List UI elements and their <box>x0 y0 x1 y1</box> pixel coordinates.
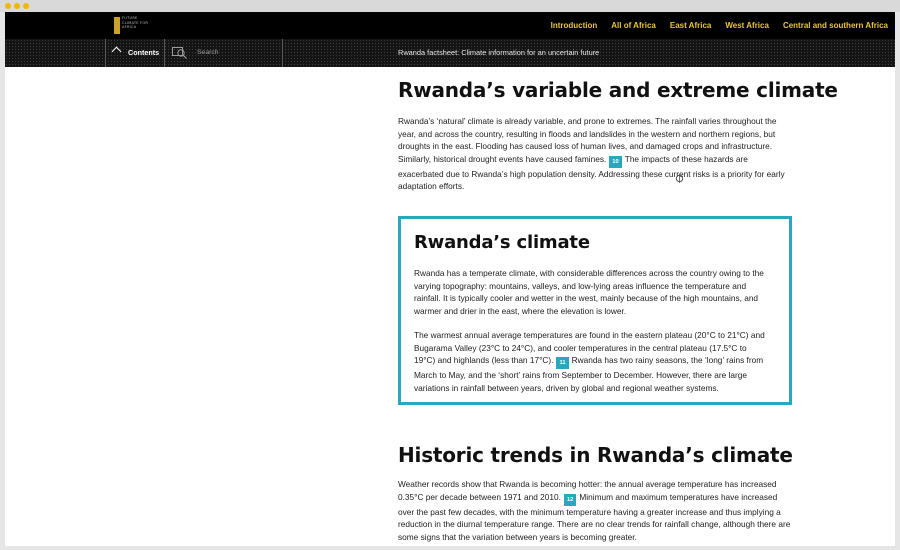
paragraph-text: The warmest annual average temperatures are found in the eastern plateau (20°C to 21°C) and Bugarama Valley (23°C to 24°C), and cooler temperatures in the central plateau (17.5°C to 19°C) and highlands (less than 17°C). <box>414 330 765 365</box>
nav-link-introduction[interactable]: Introduction <box>550 21 598 30</box>
contents-button[interactable] <box>105 39 165 67</box>
paragraph-text: Rwanda has two rainy seasons, the ‘long’ rains from March to May, and the ‘short’ rains from September to December. However, there are large variations in rainfall between years, driven by global and regional weather systems. <box>414 355 764 393</box>
info-box-paragraph-1: Rwanda has a temperate climate, with considerable differences across the country owing to the varying topography: mountains, valleys, and low-lying areas influence the temperature and rainfall. It is typically cooler and wetter in the west, mainly because of the high mountains, and warmer and drier in the east, where the elevation is lower. <box>414 268 764 316</box>
info-box-rwanda-climate <box>398 216 792 405</box>
paragraph-text: The impacts of these hazards are exacerbated due to Rwanda’s high population density. Addressing these current risks is a priority for early adaptation efforts. <box>398 153 785 191</box>
cursor-icon <box>675 174 684 183</box>
footnote-link[interactable]: 11 <box>556 357 568 369</box>
site-logo[interactable] <box>114 16 150 35</box>
nav-link-all-of-africa[interactable]: All of Africa <box>611 21 656 30</box>
window-minimize-dot[interactable] <box>14 3 20 9</box>
section-heading-historic-trends: Historic trends in Rwanda’s climate <box>398 443 793 467</box>
search-field[interactable] <box>164 39 283 67</box>
section-heading-variable-climate: Rwanda’s variable and extreme climate <box>398 78 838 102</box>
nav-links <box>551 12 895 39</box>
window-titlebar <box>0 0 900 12</box>
paragraph-historic-trends <box>398 478 794 543</box>
nav-link-central-southern-africa[interactable]: Central and southern Africa <box>782 21 888 30</box>
chevron-up-icon <box>112 47 122 57</box>
window-maximize-dot[interactable] <box>23 3 29 9</box>
nav-link-east-africa[interactable]: East Africa <box>669 21 712 30</box>
paragraph-text: Weather records show that Rwanda is becoming hotter: the annual average temperature has increased 0.35°C per decade between 1971 and 2010. <box>398 479 777 502</box>
breadcrumb: Rwanda factsheet: Climate information for an uncertain future <box>398 48 600 57</box>
main-content <box>5 67 895 546</box>
footnote-link[interactable]: 10 <box>609 156 621 168</box>
contents-label: Contents <box>128 48 160 57</box>
paragraph-variable-climate <box>398 115 794 193</box>
paragraph-text: Rwanda’s ‘natural’ climate is already variable, and prone to extremes. The rainfall varies throughout the year, and across the country, resulting in floods and landslides in the western and northern regions, but droughts in the east. Flooding has caused loss of human lives, and damaged crops and infrastructure. Similarly, historical drought events have caused famines. <box>398 116 777 164</box>
nav-link-west-africa[interactable]: West Africa <box>725 21 769 30</box>
sub-toolbar <box>5 39 895 67</box>
logo-text: FUTURE CLIMATE FOR AFRICA <box>122 16 149 29</box>
top-navigation <box>5 12 895 39</box>
paragraph-text: Minimum and maximum temperatures have increased over the past few decades, with the minimum temperature having a greater increase and thus implying a reduction in the diurnal temperature range. There are no clear trends for rainfall change, although there are some signs that the variation between years is becoming greater. <box>398 491 791 542</box>
page-frame <box>5 12 895 546</box>
logo-mark <box>114 17 120 34</box>
search-placeholder: Search <box>197 49 219 56</box>
search-icon <box>172 46 188 60</box>
window-close-dot[interactable] <box>5 3 11 9</box>
info-box-paragraph-2 <box>414 329 769 394</box>
footnote-link[interactable]: 12 <box>564 494 576 506</box>
info-box-title: Rwanda’s climate <box>414 232 590 253</box>
